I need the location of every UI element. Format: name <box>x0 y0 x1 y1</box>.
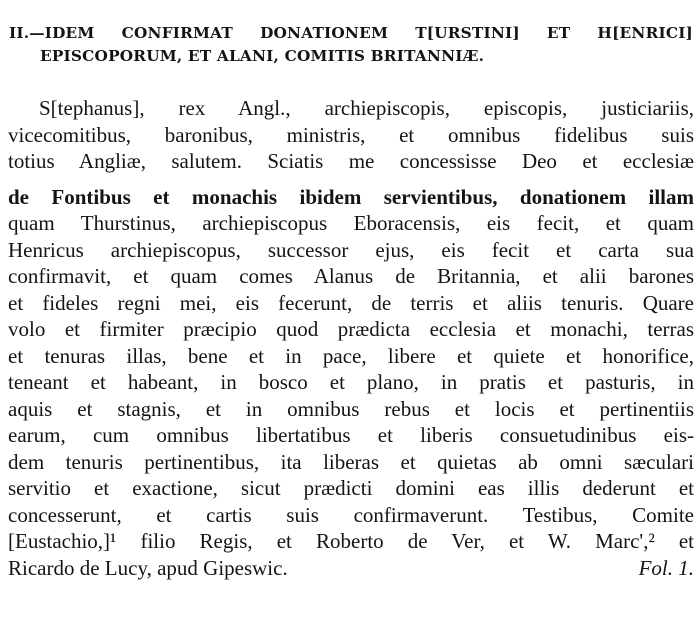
text-line: teneant et habeant, in bosco et plano, in pratis et pasturis, in <box>8 370 694 394</box>
text-line: aquis et stagnis, et in omnibus rebus et locis et pertinentiis <box>8 396 694 421</box>
text-line: Ricardo de Lucy, apud Gipeswic. <box>8 555 288 580</box>
text-line: totius Angliæ, salutem. Sciatis me concessisse Deo et ecclesiæ <box>8 149 694 173</box>
text-line: dem tenuris pertinentibus, ita liberas et quietas ab omni sæculari <box>8 449 694 474</box>
text-line: servitio et exactione, sicut prædicti domini eas illis dederunt et <box>8 476 694 500</box>
folio-reference: Fol. 1. <box>638 555 694 580</box>
text-line: concesserunt, et cartis suis confirmaverunt. Testibus, Comite <box>8 502 694 527</box>
last-text-line <box>8 555 694 582</box>
text-line: earum, cum omnibus libertatibus et liberis consuetudinibus eis- <box>8 423 694 447</box>
text-line: vicecomitibus, baronibus, ministris, et omnibus fidelibus suis <box>8 122 694 147</box>
text-line: Henricus archiepiscopus, successor ejus, eis fecit et carta sua <box>8 237 694 262</box>
text-line: S[tephanus], rex Angl., archiepiscopis, episcopis, justiciariis, <box>39 96 694 120</box>
charter-text <box>8 95 694 581</box>
text-line: quam Thurstinus, archiepiscopus Eboracensis, eis fecit, et quam <box>8 211 694 235</box>
heading-line-2: EPISCOPORUM, ET ALANI, COMITIS BRITANNIÆ. <box>40 47 485 65</box>
text-line: volo et firmiter præcipio quod prædicta ecclesia et monachi, terras <box>8 317 694 341</box>
text-line: [Eustachio,]¹ filio Regis, et Roberto de Ver, et W. Marc',² et <box>8 529 694 553</box>
charter-heading <box>9 22 693 68</box>
text-line: et fideles regni mei, eis fecerunt, de terris et aliis tenuris. Quare <box>8 290 694 315</box>
text-line: de Fontibus et monachis ibidem servientibus, donationem illam <box>8 184 694 209</box>
heading-line-1: II.—IDEM CONFIRMAT DONATIONEM T[URSTINI] ET H[ENRICI] <box>9 24 693 42</box>
text-line: et tenuras illas, bene et in pace, libere et quiete et honorifice, <box>8 343 694 368</box>
text-line: confirmavit, et quam comes Alanus de Britannia, et alii barones <box>8 264 694 288</box>
